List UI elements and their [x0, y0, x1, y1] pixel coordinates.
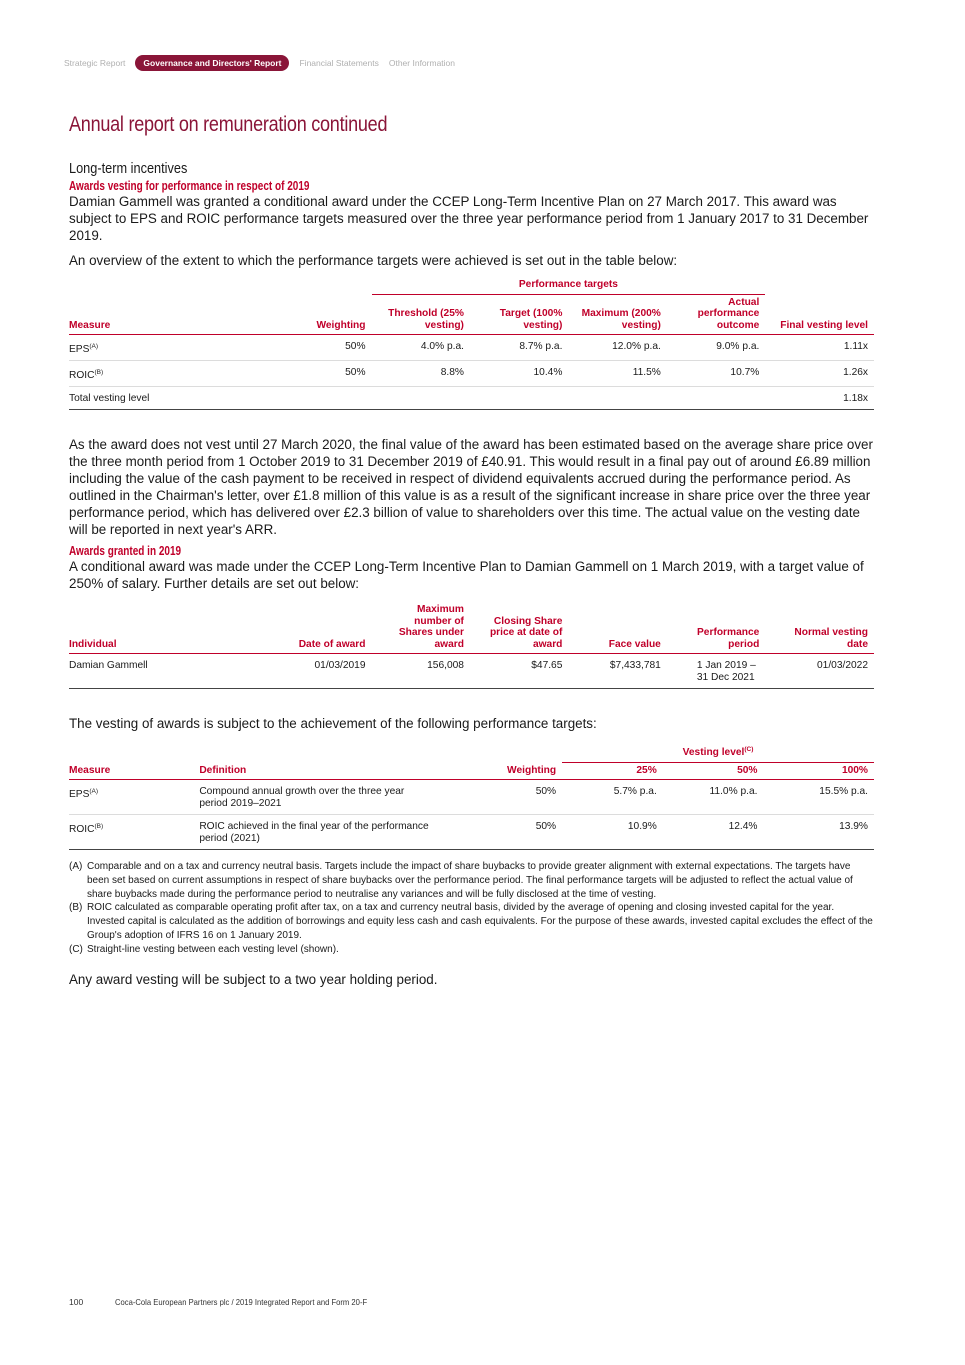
award-details-table: Individual Date of award Maximum number of Shares under award Closing Share price at date of award Face value Performance period Normal vesting date Damian Gammell 01/03/2019 156,008 $47.65 $7,433,781 1 Jan 2019 – 31 Dec 2021 01/03/2022 [69, 602, 874, 689]
col-header: Actual performance outcome [667, 294, 765, 335]
nav-tab-other-information[interactable]: Other Information [388, 58, 455, 68]
page-title: Annual report on remuneration continued [69, 113, 388, 136]
subheading-awards-vesting: Awards vesting for performance in respect of 2019 [69, 179, 310, 193]
section-nav [64, 55, 455, 71]
subheading-awards-granted: Awards granted in 2019 [69, 544, 182, 558]
footer-doc-title: Coca-Cola European Partners plc / 2019 Integrated Report and Form 20-F [115, 1297, 368, 1307]
nav-tab-financial-statements[interactable]: Financial Statements [299, 58, 379, 68]
nav-tab-governance[interactable]: Governance and Directors' Report [135, 55, 289, 71]
col-header: Maximum (200% vesting) [568, 294, 666, 335]
performance-targets-table [69, 277, 874, 410]
col-header: Weighting [278, 294, 371, 335]
table-group-label: Performance targets [372, 277, 766, 294]
table-row: $EPS^{(A)}$ Compound annual growth over the three year period 2019–2021 50% 5.7% p.a. 11.0% p.a. 15.5% p.a. [69, 780, 874, 815]
page-footer [69, 1297, 395, 1307]
vesting-targets-table: Vesting level$^{(C)}$ Measure Definition Weighting 25% 50% 100% $EPS^{(A)}$ Compound annual growth over the three year period 2019–2021 50% 5.7% p.a. 11.0% p.a. 15.5% p.a. $ROIC^{(B)}$ ROIC achieved in the final year of the performance period (2021) 50% 10.9% 12.4% 13.9% [69, 742, 874, 850]
paragraph-award-grant: Damian Gammell was granted a conditional award under the CCEP Long-Term Incentive Plan on 27 March 2017. This award was subject to EPS and ROIC performance targets measured over the three year performance period from 1 January 2017 to 31 December 2019. [69, 194, 869, 243]
paragraph-final-value: As the award does not vest until 27 March 2020, the final value of the award has been estimated based on the average share price over the three month period from 1 October 2019 to 31 December 2019 of £40.91. This would result in a final pay out of around £6.89 million including the value of the cash payment to be received in respect of dividend equivalents accrued during the performance period. As outlined in the Chairman's letter, over £1.8 million of this value is as a result of the significant increase in share price over the three year performance period, which has delivered over £2.3 billion of value to shareholders over this time. The actual value on the vesting date will be reported in next year's ARR. [69, 437, 873, 537]
page-number: 100 [69, 1297, 84, 1307]
table-total-row: Total vesting level 1.18x [69, 387, 874, 410]
paragraph-holding-period: Any award vesting will be subject to a two year holding period. [69, 971, 438, 987]
col-header: Threshold (25% vesting) [372, 294, 470, 335]
nav-tab-strategic-report[interactable]: Strategic Report [64, 58, 126, 68]
table-row: $EPS^{(A)}$ 50% 4.0% p.a. 8.7% p.a. 12.0% p.a. 9.0% p.a. 1.11x [69, 335, 874, 361]
paragraph-vesting-targets: The vesting of awards is subject to the achievement of the following performance targets: [69, 716, 597, 731]
paragraph-conditional-award: A conditional award was made under the CCEP Long-Term Incentive Plan to Damian Gammell on 1 March 2019, with a target value of 250% of salary. Further details are set out below: [69, 559, 864, 591]
footnote: (C) Straight-line vesting between each vesting level (shown). [69, 943, 339, 955]
col-header: Target (100% vesting) [470, 294, 568, 335]
table-row: Damian Gammell 01/03/2019 156,008 $47.65 $7,433,781 1 Jan 2019 – 31 Dec 2021 01/03/2022 [69, 654, 874, 689]
paragraph-overview: An overview of the extent to which the performance targets were achieved is set out in the table below: [69, 253, 678, 268]
section-heading: Long-term incentives [69, 160, 188, 177]
main-content [69, 160, 874, 988]
col-header: Measure [69, 294, 278, 335]
table-row: $ROIC^{(B)}$ ROIC achieved in the final year of the performance period (2021) 50% 10.9% 12.4% 13.9% [69, 815, 874, 850]
footnotes [69, 860, 874, 957]
footnote: (A) Comparable and on a tax and currency neutral basis. Targets include the impact of share buybacks to provide greater alignment with external expectations. The targets have been set based on current assumptions in respect of share buybacks over the performance period. The final performance targets will be adjusted to reflect the actual value of share buybacks made during the performance period to neutralise any variances and will be fully disclosed at the time of vesting. [69, 861, 853, 900]
footnote: (B) ROIC calculated as comparable operating profit after tax, on a tax and currency neutral basis, divided by the average of opening and closing invested capital for the year. Invested capital is calculated as the addition of borrowings and equity less cash and cash equivalents. For the purpose of these awards, invested capital excludes the effect of the Group's adoption of IFRS 16 on 1 January 2019. [69, 902, 873, 941]
col-header: Final vesting level [765, 294, 874, 335]
table-row: $ROIC^{(B)}$ 50% 8.8% 10.4% 11.5% 10.7% 1.26x [69, 361, 874, 387]
